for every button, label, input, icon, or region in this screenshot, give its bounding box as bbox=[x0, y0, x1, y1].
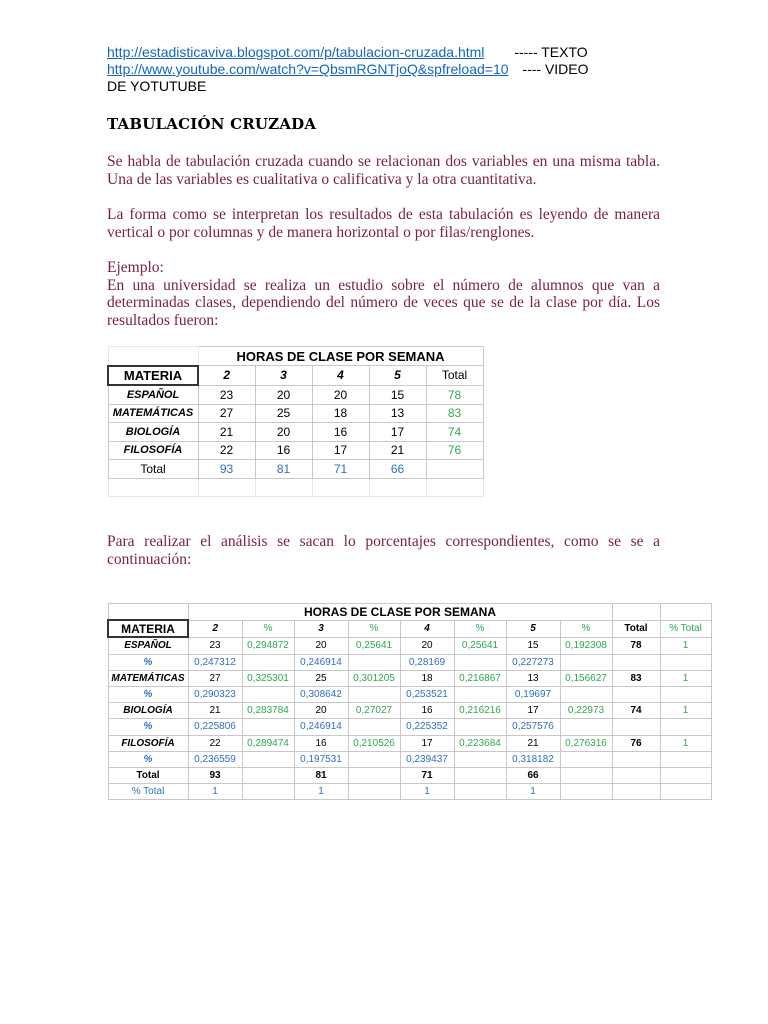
table2-cell bbox=[560, 767, 612, 783]
table2-cell: 0,192308 bbox=[560, 637, 612, 654]
table2-cell: 0,289474 bbox=[242, 735, 294, 751]
table1-cell: 21 bbox=[369, 441, 426, 460]
table2-cell bbox=[560, 784, 612, 800]
table2-cell: 23 bbox=[188, 637, 242, 654]
table2-cell: 0,246914 bbox=[294, 654, 348, 670]
table2-cell bbox=[660, 654, 711, 670]
table2-row-label: % bbox=[108, 751, 188, 767]
table1-col-total: 81 bbox=[255, 460, 312, 479]
table2-row-label: % bbox=[108, 719, 188, 735]
table2-row-label: ESPAÑOL bbox=[108, 637, 188, 654]
table2-col-header: % bbox=[560, 620, 612, 637]
text-link-line bbox=[107, 44, 667, 61]
table2-cell bbox=[660, 784, 711, 800]
table2-cell: 17 bbox=[506, 703, 560, 719]
table2-cell bbox=[612, 784, 660, 800]
percentage-table bbox=[107, 603, 712, 800]
table2-col-header: 5 bbox=[506, 620, 560, 637]
table2-cell: 1 bbox=[660, 735, 711, 751]
table2-row-label: BIOLOGÍA bbox=[108, 703, 188, 719]
table1-empty-cell bbox=[426, 460, 483, 479]
table-row bbox=[108, 735, 711, 751]
table1-col-total: 93 bbox=[198, 460, 255, 479]
table2-cell bbox=[242, 686, 294, 702]
table2-cell: 1 bbox=[660, 637, 711, 654]
table2-cell bbox=[348, 686, 400, 702]
table2-cell: 0,28169 bbox=[400, 654, 454, 670]
table2-cell: 0,318182 bbox=[506, 751, 560, 767]
table2-cell: 0,25641 bbox=[348, 637, 400, 654]
table2-cell bbox=[560, 751, 612, 767]
table2-cell: 0,301205 bbox=[348, 670, 400, 686]
table2-cell: 0,156627 bbox=[560, 670, 612, 686]
table2-col-header: MATERIA bbox=[108, 620, 188, 637]
table1-cell: 20 bbox=[255, 423, 312, 442]
table-row bbox=[108, 654, 711, 670]
table2-corner bbox=[108, 604, 188, 621]
text-source-link[interactable]: http://estadisticaviva.blogspot.com/p/tabulacion-cruzada.html bbox=[107, 44, 485, 60]
table2-row-label: FILOSOFÍA bbox=[108, 735, 188, 751]
table-row bbox=[108, 719, 711, 735]
table2-cell bbox=[242, 719, 294, 735]
table2-cell: 78 bbox=[612, 637, 660, 654]
table2-cell: 1 bbox=[660, 670, 711, 686]
table2-cell: 17 bbox=[400, 735, 454, 751]
table-row bbox=[108, 404, 483, 423]
table1-col-header: 3 bbox=[255, 366, 312, 386]
table2-cell bbox=[348, 784, 400, 800]
table-row bbox=[108, 670, 711, 686]
table1-cell: 18 bbox=[312, 404, 369, 423]
table2-cell: 0,236559 bbox=[188, 751, 242, 767]
table2-cell: 21 bbox=[506, 735, 560, 751]
table1-cell: 13 bbox=[369, 404, 426, 423]
table2-cell bbox=[560, 686, 612, 702]
table1-row-label: FILOSOFÍA bbox=[108, 441, 198, 460]
paragraph-example bbox=[107, 259, 660, 329]
table2-cell bbox=[454, 767, 506, 783]
table2-cell: 93 bbox=[188, 767, 242, 783]
table2-cell: 15 bbox=[506, 637, 560, 654]
table2-cell: 20 bbox=[294, 703, 348, 719]
table1-cell: 22 bbox=[198, 441, 255, 460]
table-row bbox=[108, 751, 711, 767]
table2-cell: 0,325301 bbox=[242, 670, 294, 686]
table2-cell: 0,308642 bbox=[294, 686, 348, 702]
text-link-suffix: ----- TEXTO bbox=[514, 44, 588, 60]
table1-row-total: 76 bbox=[426, 441, 483, 460]
table2-row-label: % bbox=[108, 686, 188, 702]
table2-cell: 76 bbox=[612, 735, 660, 751]
table2-cell bbox=[242, 751, 294, 767]
table1-row-label: BIOLOGÍA bbox=[108, 423, 198, 442]
table2-cell: 81 bbox=[294, 767, 348, 783]
table2-cell bbox=[560, 719, 612, 735]
table2-cell: 0,197531 bbox=[294, 751, 348, 767]
table2-cell bbox=[660, 719, 711, 735]
table1-materia-header: MATERIA bbox=[108, 366, 198, 386]
paragraph-analysis: Para realizar el análisis se sacan lo porcentajes correspondientes, como se se a continuación: bbox=[107, 533, 660, 568]
table2-col-header: 2 bbox=[188, 620, 242, 637]
table2-cell: 74 bbox=[612, 703, 660, 719]
table2-cell bbox=[454, 686, 506, 702]
table-row bbox=[108, 460, 483, 479]
table1-row-total: 83 bbox=[426, 404, 483, 423]
table-row bbox=[108, 385, 483, 404]
table1-col-header: 5 bbox=[369, 366, 426, 386]
table2-cell: 0,216216 bbox=[454, 703, 506, 719]
table1-row-label: ESPAÑOL bbox=[108, 385, 198, 404]
table1-col-total: 66 bbox=[369, 460, 426, 479]
table2-cell: 25 bbox=[294, 670, 348, 686]
table2-cell bbox=[348, 654, 400, 670]
table1-empty-cell bbox=[426, 478, 483, 497]
table1-col-total: 71 bbox=[312, 460, 369, 479]
table1-empty-cell bbox=[108, 478, 198, 497]
table2-cell: 83 bbox=[612, 670, 660, 686]
table2-cell: 66 bbox=[506, 767, 560, 783]
table2-cell: 0,227273 bbox=[506, 654, 560, 670]
table2-cell: 0,290323 bbox=[188, 686, 242, 702]
table2-cell: 21 bbox=[188, 703, 242, 719]
table1-row-total: 78 bbox=[426, 385, 483, 404]
table2-cell: 1 bbox=[400, 784, 454, 800]
table2-cell bbox=[660, 686, 711, 702]
table2-cell bbox=[660, 751, 711, 767]
table1-col-header: 4 bbox=[312, 366, 369, 386]
table2-cell: 0,294872 bbox=[242, 637, 294, 654]
table2-cell: 0,247312 bbox=[188, 654, 242, 670]
table2-cell: 0,276316 bbox=[560, 735, 612, 751]
table1-cell: 17 bbox=[369, 423, 426, 442]
paragraph-interpretation: La forma como se interpretan los resultados de esta tabulación es leyendo de manera vertical o por columnas y de manera horizontal o por filas/renglones. bbox=[107, 206, 660, 241]
table1-cell: 27 bbox=[198, 404, 255, 423]
reference-links bbox=[107, 44, 667, 95]
page-title: TABULACIÓN CRUZADA bbox=[107, 115, 317, 133]
table2-cell: 20 bbox=[400, 637, 454, 654]
video-link-suffix: ---- VIDEO bbox=[522, 61, 589, 77]
table2-cell bbox=[612, 654, 660, 670]
table2-cell: 27 bbox=[188, 670, 242, 686]
table2-title: HORAS DE CLASE POR SEMANA bbox=[188, 604, 612, 621]
table2-col-header: % bbox=[348, 620, 400, 637]
table-row bbox=[108, 637, 711, 654]
table2-cell: 0,25641 bbox=[454, 637, 506, 654]
table2-cell: 1 bbox=[188, 784, 242, 800]
table-row bbox=[108, 478, 483, 497]
table1-empty-cell bbox=[255, 478, 312, 497]
table1-total-label: Total bbox=[108, 460, 198, 479]
table2-cell: 16 bbox=[400, 703, 454, 719]
table2-cell: 0,246914 bbox=[294, 719, 348, 735]
example-label: Ejemplo: bbox=[107, 259, 164, 276]
table2-cell: 0,27027 bbox=[348, 703, 400, 719]
paragraph-definition: Se habla de tabulación cruzada cuando se relacionan dos variables en una misma tabla. Una de las variables es cualitativa o calificativa y la otra cuantitativa. bbox=[107, 153, 660, 188]
table-row bbox=[108, 767, 711, 783]
table1-corner bbox=[108, 347, 198, 366]
table2-cell bbox=[454, 784, 506, 800]
table2-cell bbox=[612, 767, 660, 783]
video-link-suffix-2: DE YOTUTUBE bbox=[107, 78, 207, 94]
table2-row-label: % Total bbox=[108, 784, 188, 800]
table2-cell: 20 bbox=[294, 637, 348, 654]
table2-cell: 0,225352 bbox=[400, 719, 454, 735]
table2-col-header: 4 bbox=[400, 620, 454, 637]
table1-row-total: 74 bbox=[426, 423, 483, 442]
table2-empty-cell bbox=[612, 604, 660, 621]
video-source-link[interactable]: http://www.youtube.com/watch?v=QbsmRGNTjoQ&spfreload=10 bbox=[107, 61, 509, 77]
table2-cell bbox=[242, 767, 294, 783]
table2-cell: 0,225806 bbox=[188, 719, 242, 735]
table1-cell: 21 bbox=[198, 423, 255, 442]
table-row bbox=[108, 686, 711, 702]
table-row bbox=[108, 441, 483, 460]
table1-empty-cell bbox=[369, 478, 426, 497]
table1-col-header: 2 bbox=[198, 366, 255, 386]
table2-cell: 1 bbox=[506, 784, 560, 800]
table2-cell bbox=[612, 751, 660, 767]
table1-cell: 15 bbox=[369, 385, 426, 404]
table2-col-header: % bbox=[454, 620, 506, 637]
table2-cell bbox=[612, 719, 660, 735]
table2-cell bbox=[242, 784, 294, 800]
table2-cell bbox=[348, 719, 400, 735]
table2-cell: 0,253521 bbox=[400, 686, 454, 702]
table2-col-header: Total bbox=[612, 620, 660, 637]
table2-row-label: MATEMÁTICAS bbox=[108, 670, 188, 686]
table2-cell bbox=[348, 767, 400, 783]
table2-row-label: % bbox=[108, 654, 188, 670]
table1-cell: 20 bbox=[255, 385, 312, 404]
cross-tab-table bbox=[107, 346, 484, 497]
table1-cell: 16 bbox=[312, 423, 369, 442]
table1-cell: 17 bbox=[312, 441, 369, 460]
table2-cell bbox=[242, 654, 294, 670]
table2-cell: 18 bbox=[400, 670, 454, 686]
table2-cell: 0,257576 bbox=[506, 719, 560, 735]
table2-col-header: 3 bbox=[294, 620, 348, 637]
table2-cell bbox=[454, 719, 506, 735]
table1-empty-cell bbox=[312, 478, 369, 497]
table2-cell: 16 bbox=[294, 735, 348, 751]
table1-col-header-total: Total bbox=[426, 366, 483, 386]
table-row bbox=[108, 423, 483, 442]
video-link-line bbox=[107, 61, 667, 78]
table1-cell: 16 bbox=[255, 441, 312, 460]
table2-cell bbox=[454, 751, 506, 767]
table2-cell: 1 bbox=[660, 703, 711, 719]
table2-cell: 1 bbox=[294, 784, 348, 800]
table2-cell bbox=[454, 654, 506, 670]
table-row bbox=[108, 784, 711, 800]
table1-empty-cell bbox=[198, 478, 255, 497]
table2-cell: 0,283784 bbox=[242, 703, 294, 719]
table2-cell: 0,19697 bbox=[506, 686, 560, 702]
table1-cell: 25 bbox=[255, 404, 312, 423]
table2-cell: 0,216867 bbox=[454, 670, 506, 686]
table2-header-row bbox=[108, 620, 711, 637]
table-row bbox=[108, 703, 711, 719]
table1-cell: 20 bbox=[312, 385, 369, 404]
table1-cell: 23 bbox=[198, 385, 255, 404]
table2-cell: 0,223684 bbox=[454, 735, 506, 751]
table1-title: HORAS DE CLASE POR SEMANA bbox=[198, 347, 483, 366]
table2-cell: 13 bbox=[506, 670, 560, 686]
table2-cell: 0,22973 bbox=[560, 703, 612, 719]
table2-cell: 22 bbox=[188, 735, 242, 751]
table2-col-header: % Total bbox=[660, 620, 711, 637]
table2-cell bbox=[660, 767, 711, 783]
table2-cell: 0,210526 bbox=[348, 735, 400, 751]
table2-cell bbox=[612, 686, 660, 702]
table2-cell bbox=[348, 751, 400, 767]
table2-row-label: Total bbox=[108, 767, 188, 783]
table2-cell: 71 bbox=[400, 767, 454, 783]
table2-cell: 0,239437 bbox=[400, 751, 454, 767]
table2-empty-cell bbox=[660, 604, 711, 621]
table2-col-header: % bbox=[242, 620, 294, 637]
example-text: En una universidad se realiza un estudio sobre el número de alumnos que van a determinadas clases, dependiendo del número de veces que se de la clase por día. Los resultados fueron: bbox=[107, 276, 660, 329]
table2-cell bbox=[560, 654, 612, 670]
table1-row-label: MATEMÁTICAS bbox=[108, 404, 198, 423]
